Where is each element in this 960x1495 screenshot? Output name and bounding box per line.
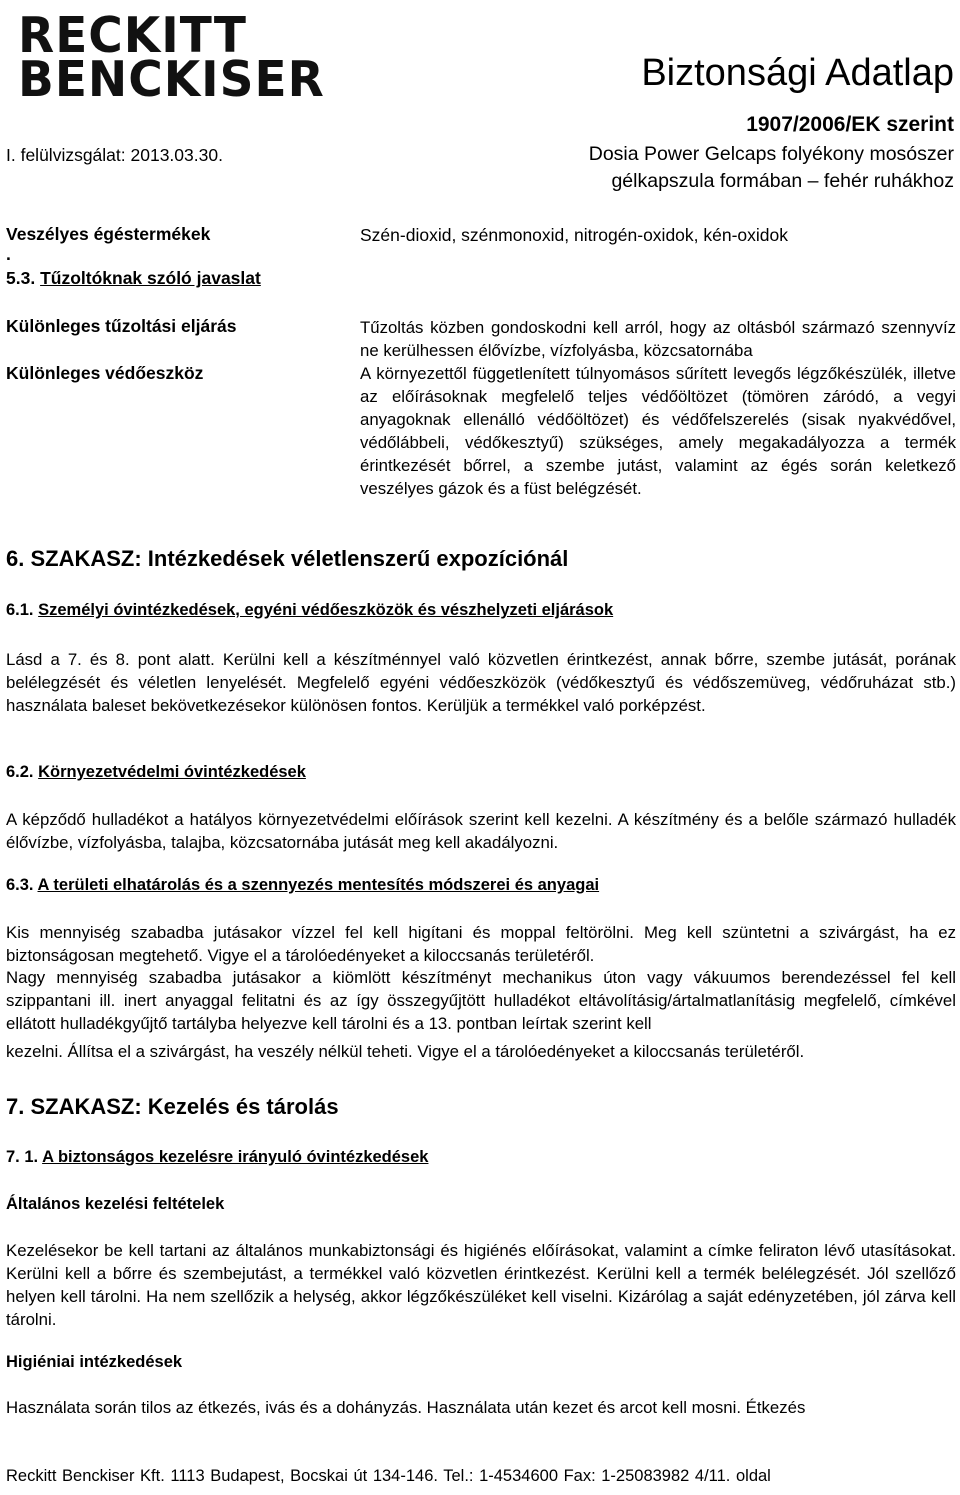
document-title: Biztonsági Adatlap <box>641 52 954 94</box>
protective-equipment-text: A környezettől függetlenített túlnyomásos sűrített levegős légzőkészülék, illetve az előírásoknak megfelelő teljes védőöltözet (tömören záródó, a vegyi anyagoknak ellenálló védőöltözet) és védőfelszerelés (sisak nyakvédővel, védőlábbeli, védőkesztyű) szükséges, amely megakadályozza a termék érintkezését bőrrel, a szembe jutást, valamint az égés során keletkező veszélyes gázok és a füst belégzését. <box>360 364 956 498</box>
hazardous-products-value: Szén-dioxid, szénmonoxid, nitrogén-oxidok, kén-oxidok <box>360 225 789 245</box>
subsection-6-3-text-2: Nagy mennyiség szabadba jutásakor a kiömlött készítményt mechanikus úton vagy vákuumos berendezéssel fel kell szippantani ill. inert anyaggal felitatni és az így összegyűjtött hulladékot eltávolításig/ártalmatlanításig megfelelő, címkével ellátott hulladékgyűjtő tartályba helyezve kell tárolni és a 13. pontban leírtak szerint kell <box>6 968 956 1033</box>
subsection-title: Személyi óvintézkedések, egyéni védőeszközök és vészhelyzeti eljárások <box>38 601 614 619</box>
subsection-number: 6.3. <box>6 876 34 894</box>
protective-equipment-label: Különleges védőeszköz <box>6 363 204 383</box>
subsection-6-1-text: Lásd a 7. és 8. pont alatt. Kerülni kell a készítménnyel való közvetlen érintkezést, annak bőrre, szembe jutását, porának belélegzését és véletlen lenyelését. Megfelelő egyéni védőeszközök (védőkesztyű és védőszemüveg, védőruházat stb.) használata baleset bekövetkezésekor különösen fontos. Kerüljük a termékkel való porképzést. <box>6 650 956 715</box>
hygiene-title: Higiéniai intézkedések <box>6 1353 183 1371</box>
subsection-6-3-text-1: Kis mennyiség szabadba jutásakor vízzel fel kell higítani és moppal feltörölni. Meg kell szüntetni a szivárgást, ha ez biztonságosan megtehető. Vigye el a tárolóedényeket a kiloccsanás területéről. <box>6 923 956 965</box>
subsection-number: 5.3. <box>6 268 36 288</box>
subsection-6-3-heading <box>6 876 599 895</box>
section-6-heading: 6. SZAKASZ: Intézkedések véletlenszerű expozíciónál <box>6 546 569 571</box>
general-handling-title: Általános kezelési feltételek <box>6 1195 225 1213</box>
firefighting-procedure-label: Különleges tűzoltási eljárás <box>6 316 237 336</box>
subsection-6-1-heading <box>6 601 613 620</box>
subsection-6-3-text-3: kezelni. Állítsa el a szivárgást, ha veszély nélkül teheti. Vigye el a tárolóedényeket a kiloccsanás területéről. <box>6 1042 805 1061</box>
subsection-number: 6.2. <box>6 763 34 781</box>
subsection-number: 6.1. <box>6 601 34 619</box>
logo-text-line1: RECKITT <box>18 6 247 65</box>
subsection-title: A biztonságos kezelésre irányuló óvintézkedések <box>42 1148 429 1166</box>
hazardous-products-label: Veszélyes égéstermékek <box>6 224 211 244</box>
company-logo <box>18 6 325 109</box>
stray-dot: . <box>6 244 11 264</box>
logo-text-line2: BENCKISER <box>18 50 325 109</box>
regulation-reference: 1907/2006/EK szerint <box>746 113 954 136</box>
subsection-7-1-heading <box>6 1148 428 1167</box>
section-7-heading: 7. SZAKASZ: Kezelés és tárolás <box>6 1094 339 1119</box>
subsection-title: Tűzoltóknak szóló javaslat <box>40 268 261 288</box>
firefighting-procedure-text: Tűzoltás közben gondoskodni kell arról, hogy az oltásból származó szennyvíz ne kerülhessen élővízbe, vízfolyásba, közcsatornába <box>360 318 956 360</box>
product-name-line2: gélkapszula formában – fehér ruhákhoz <box>611 170 954 192</box>
product-name-line1: Dosia Power Gelcaps folyékony mosószer <box>588 143 954 165</box>
general-handling-text: Kezelésekor be kell tartani az általános munkabiztonsági és higiénés előírásokat, valamint a címke feliraton lévő utasításokat. Kerülni kell a bőrre és szembejutást, a termékkel való közvetlen érintkezést. Kerülni kell a termék belélegzését. Jól szellőző helyen kell tárolni. Ha nem szellőzik a helység, akkor légzőkészüléket kell viselni. Kizárólag a saját edényzetében, jól zárva kell tárolni. <box>6 1241 956 1329</box>
subsection-6-2-text: A képződő hulladékot a hatályos környezetvédelmi előírások szerint kell kezelni. A készítmény és a belőle származó hulladék élővízbe, vízfolyásba, talajba, közcsatornába jutását meg kell akadályozni. <box>6 810 956 852</box>
hygiene-text: Használata során tilos az étkezés, ivás és a dohányzás. Használata után kezet és arcot kell mosni. Étkezés <box>6 1398 806 1417</box>
subsection-number: 7. 1. <box>6 1148 39 1166</box>
page-footer: Reckitt Benckiser Kft. 1113 Budapest, Bocskai út 134-146. Tel.: 1-4534600 Fax: 1-25083982 4/11. oldal <box>6 1467 771 1485</box>
subsection-title: A területi elhatárolás és a szennyezés mentesítés módszerei és anyagai <box>37 876 600 894</box>
revision-date: I. felülvizsgálat: 2013.03.30. <box>6 145 223 165</box>
subsection-5-3-heading <box>6 268 261 289</box>
subsection-6-2-heading <box>6 763 306 782</box>
subsection-title: Környezetvédelmi óvintézkedések <box>38 763 306 781</box>
